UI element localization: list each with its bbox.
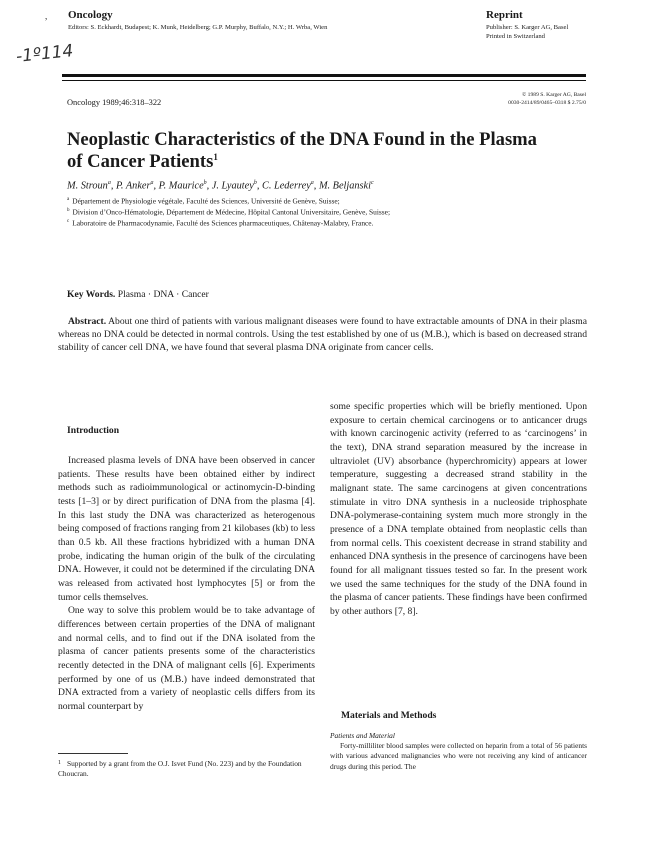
- affiliation-mark: c: [67, 218, 70, 224]
- right-paragraph-1: some specific properties which will be briefly mentioned. Upon exposure to certain chemical carcinogens or to anticancer drugs with known carcinogenic activity (referred to as ‘carcinogens’ in the text), DNA strand separation measured by the increase in ultraviolet (UV) absorbance (hyperchromicity) appears at lower temperature, suggesting a decreased strand stability in the malignant state. The same carcinogens at given concentrations stimulate in vitro DNA synthesis in a nucleoside triphosphate DNA-polymerase-containing system much more strongly in the presence of a DNA template obtained from neoplastic cells than from normal cells. This coexistent decrease in strand stability and enhanced DNA synthesis in the presence of carcinogens have been found for all malignant tissues tested so far. In the present work we used the same techniques for the study of the DNA found in the plasma of cancer patients. These findings have been confirmed by other authors [7, 8].: [330, 401, 587, 617]
- affiliation-text: Département de Physiologie végétale, Faculté des Sciences, Université de Genève, Suisse;: [72, 196, 340, 206]
- keywords-label: Key Words.: [67, 289, 116, 300]
- affiliation-mark: a: [67, 197, 70, 202]
- citation: Oncology 1989;46:318–322: [67, 98, 162, 107]
- journal-mark: ,: [45, 11, 48, 21]
- author-affiliation-mark: a: [107, 180, 111, 186]
- author-affiliation-mark: a: [310, 180, 314, 186]
- intro-paragraph-1: Increased plasma levels of DNA have been observed in cancer patients. These results have been obtained either by indirect methods such as radioimmunological or actinomycin-D-binding tests [1–3] or by direct purification of DNA from the plasma [4]. In this last study the DNA was characterized as heterogenous being composed of fractions ranging from 21 kilobases (kb) to less than 0.5 kb. All these fractions hybridized with a human DNA probe, indicating the human origin of the bulk of the circulating DNA. However, it could not be determined if the circulating DNA was released from activated host lymphocytes [5] or from the tumor cells themselves.: [58, 455, 315, 603]
- intro-paragraph-2: One way to solve this problem would be to take advantage of differences between certain properties of the DNA of malignant and normal cells, and to find out if the DNA isolated from the plasma of cancer patients presents some of the characteristics recently detected in the DNA of malignant cells [6]. Experiments performed by one of us (M.B.) have indeed demonstrated that DNA extracted from a variety of neoplastic cells differs from its normal counterpart by: [58, 605, 315, 712]
- affiliation-mark: b: [67, 207, 70, 213]
- author-affiliation-mark: b: [203, 180, 207, 186]
- methods-paragraph-1: Forty-milliliter blood samples were collected on heparin from a total of 56 patients with various advanced malignancies who were not receiving any kind of anticancer drugs during this period. The: [330, 741, 587, 771]
- issn-line: 0030-2414/89/0465–0318 $ 2.75/0: [508, 99, 586, 106]
- author-name: P. Maurice: [158, 180, 204, 192]
- affiliation-line: [67, 207, 390, 218]
- printed-line: Printed in Switzerland: [486, 32, 545, 40]
- copyright-line: © 1989 S. Karger AG, Basel: [522, 92, 586, 98]
- header-rule-thick: [62, 74, 586, 77]
- affiliation-line: [67, 196, 390, 207]
- keywords-text: Plasma · DNA · Cancer: [117, 289, 209, 300]
- author-name: M. Stroun: [67, 180, 108, 192]
- abstract: [58, 315, 587, 354]
- abstract-label: Abstract.: [68, 316, 107, 327]
- journal-name: Oncology: [68, 9, 113, 21]
- copyright-block: [483, 92, 586, 108]
- affiliation-text: Laboratoire de Pharmacodynamie, Faculté des Sciences pharmaceutiques, Châtenay-Malabry, France.: [72, 218, 374, 228]
- footnote: [58, 759, 316, 779]
- title-footnote-mark: 1: [213, 151, 218, 162]
- header-rule-thin: [62, 80, 586, 81]
- author-affiliation-mark: b: [253, 180, 257, 186]
- author-name: J. Lyautey: [211, 180, 254, 192]
- abstract-text: About one third of patients with various malignant diseases were found to have extractable amounts of DNA in their plasma whereas no DNA could be detected in normal controls. Using the test established by one of us (M.B.), which is based on decreased strand stability of cancer cell DNA, we have found that several plasma DNA originate from cancer cells.: [58, 316, 587, 354]
- affiliation-line: [67, 218, 390, 229]
- article-title-text: Neoplastic Characteristics of the DNA Found in the Plasma of Cancer Patients: [67, 129, 537, 172]
- right-column: [330, 400, 587, 619]
- footnote-mark: 1: [58, 760, 61, 766]
- editors-line: Editors: S. Eckhardt, Budapest; K. Munk, Heidelberg; G.P. Murphy, Buffalo, N.Y.; H. Wrba, Wien: [68, 24, 328, 31]
- author-affiliation-mark: a: [150, 180, 154, 186]
- reprint-label: Reprint: [486, 9, 523, 21]
- affiliation-text: Division d’Onco-Hématologie, Département de Médecine, Hôpital Cantonal Universitaire, Genève, Suisse;: [72, 207, 391, 217]
- methods-subheading: Patients and Material: [330, 731, 395, 740]
- publisher-info: [486, 24, 568, 41]
- keywords: [67, 289, 209, 300]
- left-column: [58, 454, 315, 713]
- footnote-rule: [58, 753, 128, 754]
- methods-heading: Materials and Methods: [341, 710, 437, 721]
- author-name: P. Anker: [115, 180, 151, 192]
- author-list: M. Stroun$^a$, P. Anker$^a$, P. Maurice$^b$, J. Lyautey$^b$, C. Lederrey$^a$, M. Beljanski$^c$: [67, 180, 374, 192]
- author-affiliation-mark: c: [370, 180, 374, 186]
- methods-block: [330, 731, 587, 772]
- author-name: M. Beljanski: [318, 180, 371, 192]
- footnote-text: Supported by a grant from the O.J. Isvet Fund (No. 223) and by the Foundation Choucran.: [58, 759, 302, 779]
- affiliations: [67, 196, 390, 229]
- author-name: C. Lederrey: [261, 180, 311, 192]
- article-title: [67, 129, 537, 173]
- introduction-heading: Introduction: [67, 425, 120, 436]
- handwritten-note: -1º114: [15, 41, 75, 67]
- publisher-line: Publisher: S. Karger AG, Basel: [486, 24, 569, 31]
